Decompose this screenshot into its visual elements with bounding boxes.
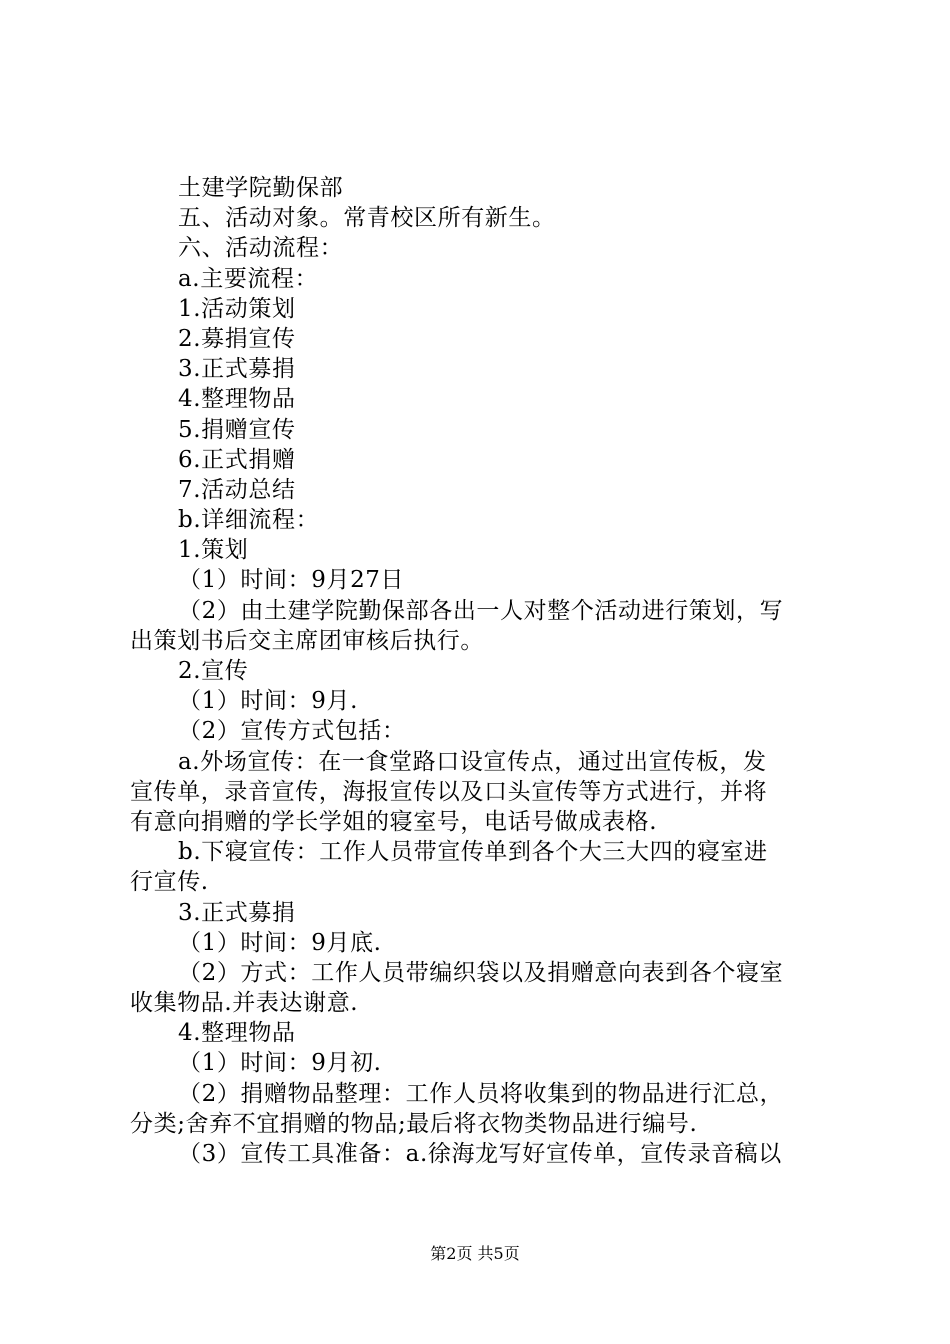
text-line: 分类;舍弃不宜捐赠的物品;最后将衣物类物品进行编号. [130, 1110, 698, 1137]
text-line: a.主要流程： [178, 265, 319, 292]
text-line: （1）时间：9月底. [178, 929, 382, 956]
text-line: 5.捐赠宣传 [178, 416, 296, 443]
text-line: b.详细流程： [178, 507, 320, 534]
text-line: 五、活动对象。常青校区所有新生。 [178, 205, 556, 232]
text-line: （2）由土建学院勤保部各出一人对整个活动进行策划，写 [178, 597, 784, 624]
text-line: 2.募捐宣传 [178, 325, 296, 352]
document-body [130, 173, 830, 1169]
text-line: （2）捐赠物品整理：工作人员将收集到的物品进行汇总， [178, 1080, 784, 1107]
text-line: （3）宣传工具准备：a.徐海龙写好宣传单，宣传录音稿以 [178, 1141, 782, 1167]
text-line: 4.整理物品 [178, 386, 296, 413]
text-line: 4.整理物品 [178, 1020, 296, 1047]
text-line: 7.活动总结 [178, 476, 296, 503]
text-line: b.下寝宣传：工作人员带宣传单到各个大三大四的寝室进 [178, 839, 768, 866]
text-line: （1）时间：9月27日 [178, 567, 405, 594]
text-line: 3.正式募捐 [178, 899, 296, 926]
text-line: 收集物品.并表达谢意. [130, 990, 359, 1017]
text-line: 6.正式捐赠 [178, 446, 296, 473]
text-line: 1.策划 [178, 537, 249, 564]
text-line: （1）时间：9月初. [178, 1050, 382, 1077]
text-line: 出策划书后交主席团审核后执行。 [130, 627, 484, 654]
text-line: 2.宣传 [178, 658, 249, 684]
text-line: （2）方式：工作人员带编织袋以及捐赠意向表到各个寝室 [178, 959, 784, 986]
text-line: （2）宣传方式包括： [178, 718, 406, 745]
text-line: 土建学院勤保部 [178, 175, 344, 201]
text-line: 3.正式募捐 [178, 356, 296, 383]
text-line: （1）时间：9月. [178, 688, 358, 715]
text-line: 有意向捐赠的学长学姐的寝室号，电话号做成表格. [130, 808, 658, 835]
text-line: 六、活动流程： [178, 235, 344, 262]
text-line: 1.活动策划 [178, 295, 296, 322]
text-line: 宣传单，录音宣传，海报宣传以及口头宣传等方式进行，并将 [130, 778, 768, 805]
page-footer: 第2页 共5页 [430, 1244, 520, 1263]
text-line: 行宣传. [130, 869, 209, 896]
text-line: a.外场宣传：在一食堂路口设宣传点，通过出宣传板，发 [178, 748, 767, 775]
